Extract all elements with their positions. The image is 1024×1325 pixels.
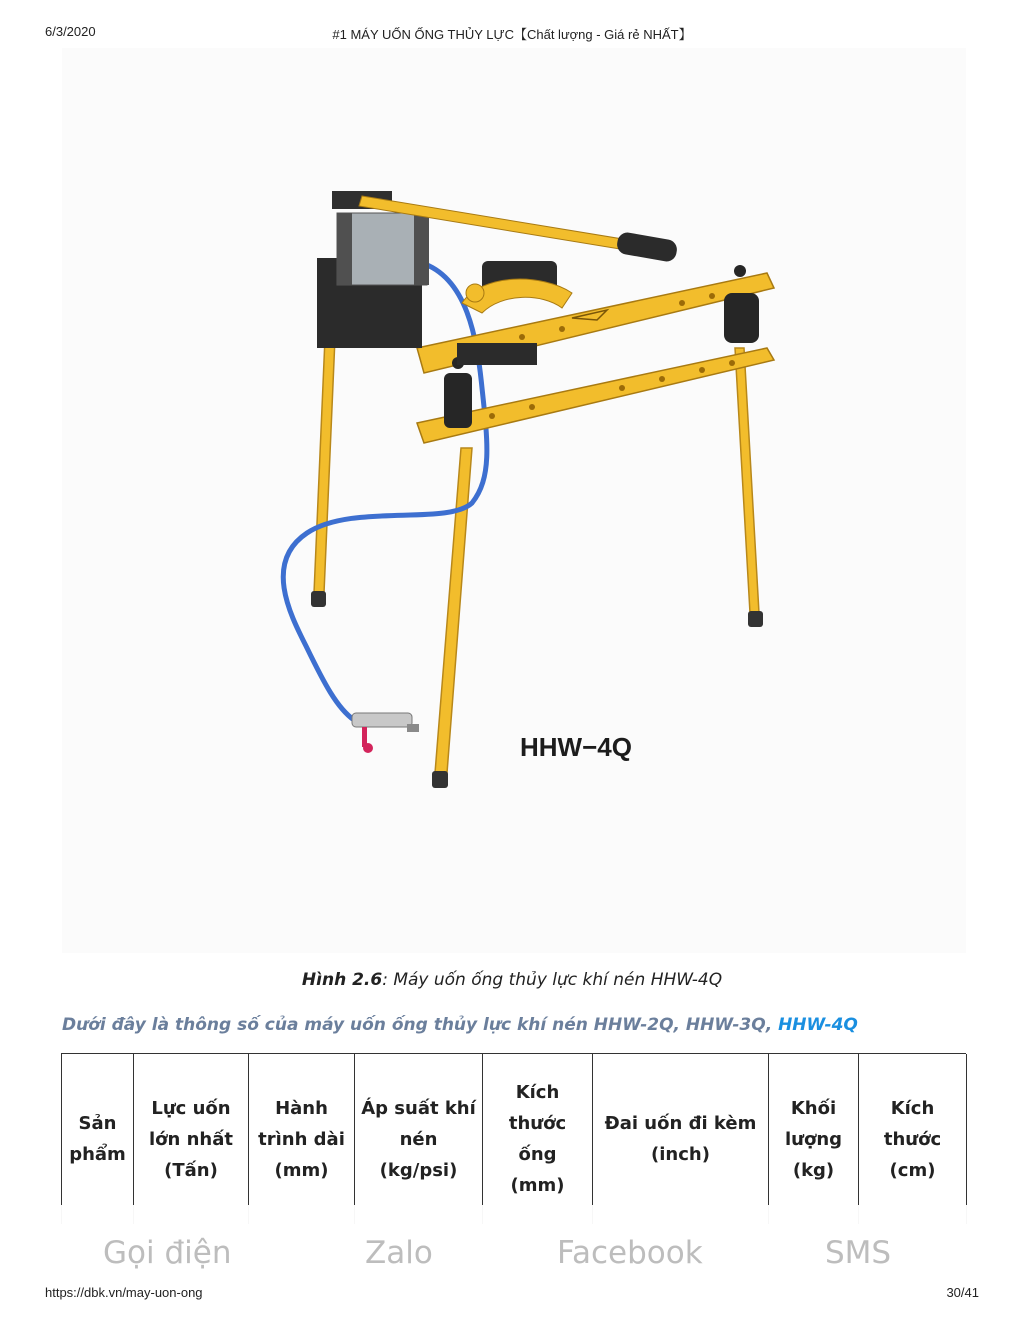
col-pipe-size: Kích thước ống (mm) [483,1054,593,1224]
col-product: Sản phẩm [62,1054,134,1224]
spec-header-row [62,1054,967,1224]
figure-caption-text: : Máy uốn ống thủy lực khí nén HHW-4Q [382,970,723,990]
print-url: https://dbk.vn/may-uon-ong [45,1285,203,1300]
model-label: HHW−4Q [520,732,632,762]
print-page-number: 30/41 [946,1285,979,1300]
sms-button[interactable]: SMS [825,1235,892,1271]
spec-table [61,1053,966,1196]
col-weight: Khối lượng (kg) [769,1054,859,1224]
col-stroke-length: Hành trình dài (mm) [249,1054,355,1224]
handle-grip [616,231,679,263]
call-button[interactable]: Gọi điện [103,1235,232,1271]
zalo-button[interactable]: Zalo [365,1235,433,1271]
spec-intro-text: Dưới đây là thông số của máy uốn ống thủy lực khí nén HHW-2Q, HHW-3Q, [62,1015,779,1035]
col-dimensions: Kích thước (cm) [859,1054,967,1224]
contact-bar [0,1205,1024,1285]
print-page-title: #1 MÁY UỐN ỐNG THỦY LỰC【Chất lượng - Giá rẻ NHẤT】 [332,27,692,42]
col-air-pressure: Áp suất khí nén (kg/psi) [355,1054,483,1224]
figure-caption [0,970,1024,990]
col-max-bending-force: Lực uốn lớn nhất (Tấn) [134,1054,249,1224]
col-included-dies: Đai uốn đi kèm (inch) [593,1054,769,1224]
figure-number: Hình 2.6 [301,970,383,990]
hhw-4q-link[interactable]: HHW-4Q [778,1015,858,1035]
air-valve [352,713,419,753]
product-photo-hhw-4q [62,48,966,953]
facebook-button[interactable]: Facebook [557,1235,703,1271]
spec-intro [62,1015,984,1035]
print-date: 6/3/2020 [45,24,96,39]
